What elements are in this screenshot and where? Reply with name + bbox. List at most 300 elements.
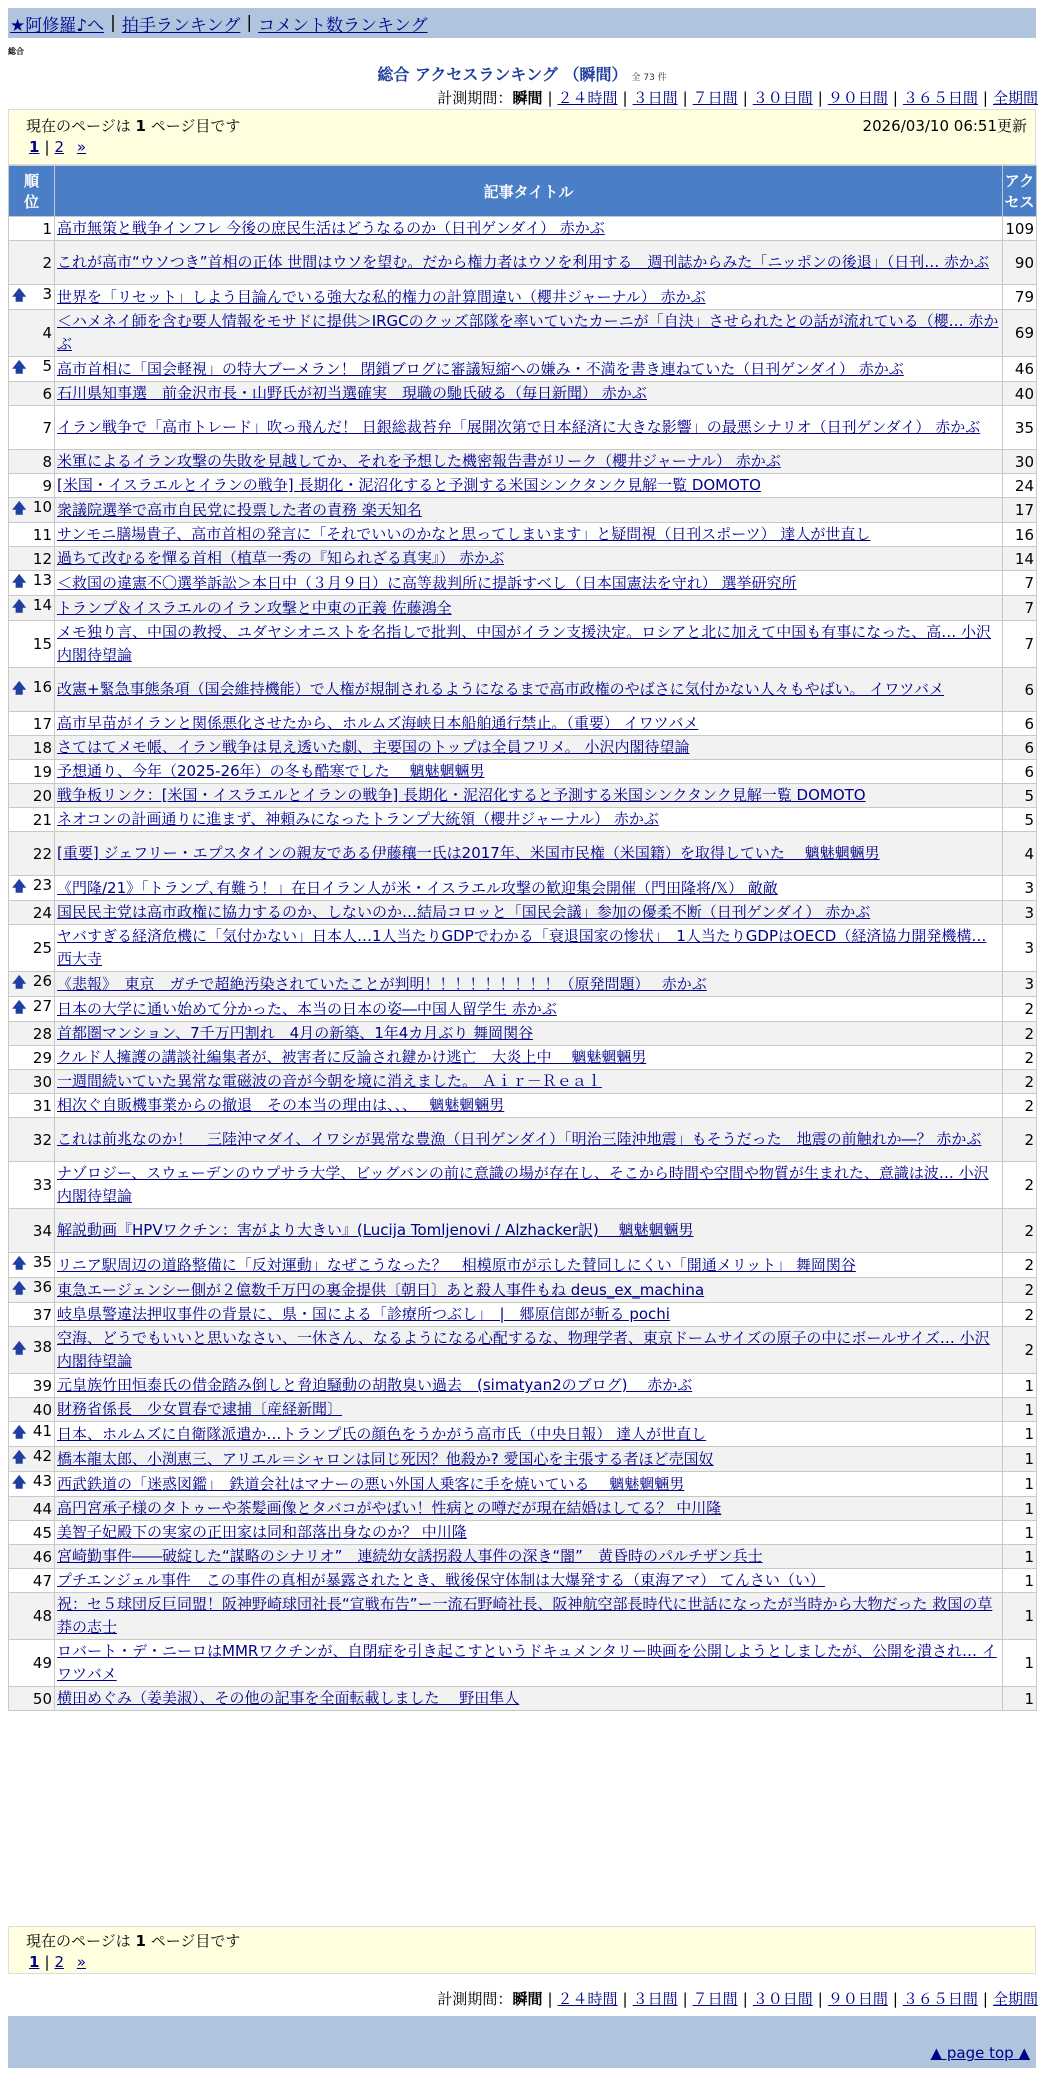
- access-count: 2: [1003, 997, 1037, 1022]
- table-row: [9, 1497, 1037, 1521]
- period-current: 瞬間: [512, 89, 543, 107]
- period-option-link[interactable]: ３日間: [632, 89, 678, 107]
- article-title-link[interactable]: 橋本龍太郎、小渕恵三、アリエル＝シャロンは同じ死因？他殺か? 愛国心を主張する者ほど売国奴: [57, 1449, 714, 1468]
- rank-up-arrow-icon: 🡅: [12, 1475, 27, 1491]
- access-count: 7: [1003, 596, 1037, 621]
- title-cell: [55, 736, 1003, 760]
- rank-number: 44: [32, 1499, 52, 1518]
- page-info-bottom: [8, 1926, 1036, 1974]
- table-row: [9, 1447, 1037, 1472]
- table-header-row: [9, 166, 1037, 217]
- rank-cell: [9, 621, 55, 668]
- article-title-link[interactable]: リニア駅周辺の道路整備に「反対運動」なぜこうなった？ 相模原市が示した賛同しにくい「開通メリット」 舞岡関谷: [57, 1255, 856, 1274]
- rank-cell: [9, 784, 55, 808]
- rank-cell: [9, 474, 55, 498]
- page-title-text: 総合 アクセスランキング （瞬間）: [377, 65, 628, 84]
- rank-number: 38: [32, 1338, 52, 1356]
- comment-ranking-link[interactable]: コメント数ランキング: [258, 15, 428, 36]
- table-row: [9, 1094, 1037, 1118]
- table-row: [9, 1545, 1037, 1569]
- rank-cell: [9, 808, 55, 832]
- pager-separator: |: [44, 138, 50, 156]
- article-title-link[interactable]: ＜救国の違憲不〇選挙訴訟＞本日中（３月９日）に高等裁判所に提訴すべし（日本国憲法を守れ） 選挙研究所: [57, 573, 797, 592]
- table-row: [9, 808, 1037, 832]
- article-title-link[interactable]: 元皇族竹田恒泰氏の借金踏み倒しと脅迫騒動の胡散臭い過去 (simatyan2のブログ) 赤かぶ: [57, 1376, 693, 1394]
- rank-cell: [9, 760, 55, 784]
- title-cell: [55, 1687, 1003, 1711]
- access-count: 46: [1003, 357, 1037, 382]
- rank-cell: [9, 1303, 55, 1327]
- title-cell: [55, 1422, 1003, 1447]
- period-separator: |: [622, 89, 628, 107]
- period-option-link[interactable]: ３０日間: [752, 89, 813, 107]
- article-title-link[interactable]: 岐阜県警違法押収事件の背景に、県・国による「診療所つぶし」 | 郷原信郎が斬る pochi: [57, 1305, 670, 1323]
- access-count: 2: [1003, 1070, 1037, 1094]
- rank-number: 6: [42, 384, 52, 403]
- rank-cell: [9, 972, 55, 997]
- period-separator: |: [742, 89, 748, 107]
- rank-number: 12: [32, 549, 52, 568]
- rank-cell: [9, 1022, 55, 1046]
- rank-number: 16: [32, 677, 52, 696]
- rank-number: 26: [32, 972, 52, 990]
- article-title-link[interactable]: さてはてメモ帳、イラン戦争は見え透いた劇、主要国のトップは全員フリメ。 小沢内閣待望論: [57, 738, 690, 756]
- rank-number: 49: [32, 1654, 52, 1672]
- article-title-link[interactable]: 日本、ホルムズに自衛隊派遣か…トランプ氏の顔色をうかがう高市氏（中央日報） 達人が世直し: [57, 1424, 707, 1443]
- table-row: [9, 1521, 1037, 1545]
- article-title-link[interactable]: ヤバすぎる経済危機に「気付かない」日本人…1人当たりGDPでわかる「衰退国家の惨状」 1人当たりGDPはOECD（経済協力開発機構… 西大寺: [57, 927, 987, 968]
- article-title-link[interactable]: 戦争板リンク：[米国・イスラエルとイランの戦争] 長期化・泥沼化すると予測する米国シンクタンク見解一覧 DOMOTO: [57, 786, 866, 804]
- rank-number: 34: [32, 1221, 52, 1240]
- table-row: [9, 406, 1037, 450]
- article-title-link[interactable]: 高円宮承子様のタトゥーや茶髪画像とタバコがやばい！性病との噂だが現在結婚はしてる？ 中川隆: [57, 1499, 722, 1517]
- period-separator: |: [682, 1990, 688, 2008]
- article-title-link[interactable]: 首都圏マンション、7千万円割れ 4月の新築、1年4カ月ぶり 舞岡関谷: [57, 1024, 534, 1042]
- rank-cell: [9, 1209, 55, 1253]
- table-row: [9, 217, 1037, 241]
- period-option-link[interactable]: ３０日間: [752, 1990, 813, 2008]
- rank-number: 28: [32, 1024, 52, 1043]
- updated-timestamp: 2026/03/10 06:51更新: [862, 117, 1027, 135]
- page-info-prefix: 現在のページは: [26, 1932, 131, 1950]
- table-row: [9, 474, 1037, 498]
- rank-cell: [9, 668, 55, 712]
- rank-cell: [9, 997, 55, 1022]
- access-count: 109: [1003, 217, 1037, 241]
- rank-cell: [9, 832, 55, 876]
- article-title-link[interactable]: 《門隆/21》「トランプ､有難う！」在日イラン人が米・イスラエル攻撃の歓迎集会開催（門田隆将/𝕏） 敵敵: [57, 878, 778, 897]
- title-cell: [55, 241, 1003, 285]
- page-title: [0, 62, 1044, 85]
- rank-up-arrow-icon: 🡅: [12, 879, 27, 895]
- period-separator: |: [817, 89, 823, 107]
- rank-number: 13: [32, 571, 52, 589]
- table-row: [9, 621, 1037, 668]
- access-count: 1: [1003, 1472, 1037, 1497]
- title-cell: [55, 925, 1003, 972]
- current-page-text: [26, 1930, 240, 1951]
- table-row: [9, 310, 1037, 357]
- table-row: [9, 285, 1037, 310]
- column-header-title: 記事タイトル: [55, 166, 1003, 217]
- page-info-suffix: ページ目です: [150, 1932, 241, 1950]
- access-count: 6: [1003, 668, 1037, 712]
- period-option-link[interactable]: ２４時間: [557, 89, 618, 107]
- title-cell: [55, 217, 1003, 241]
- next-page-link[interactable]: »: [76, 138, 87, 156]
- rank-number: 22: [32, 844, 52, 863]
- nav-separator: |: [110, 13, 116, 33]
- article-title-link[interactable]: 祝：セ５球団反巨同盟！阪神野崎球団社長“宣戦布告”ー一流石野崎社長、阪神航空部長時代に世話になったが当時から大物だった 救国の草莽の志士: [57, 1595, 993, 1636]
- article-title-link[interactable]: 過ちて改むるを憚る首相（植草一秀の『知られざる真実』） 赤かぶ: [57, 549, 505, 567]
- access-count: 24: [1003, 474, 1037, 498]
- rank-cell: [9, 498, 55, 523]
- table-row: [9, 1070, 1037, 1094]
- title-cell: [55, 901, 1003, 925]
- table-row: [9, 382, 1037, 406]
- access-count: 1: [1003, 1593, 1037, 1640]
- table-row: [9, 571, 1037, 596]
- article-title-link[interactable]: トランプ＆イスラエルのイラン攻撃と中東の正義 佐藤鴻全: [57, 598, 452, 617]
- article-title-link[interactable]: 高市首相に「国会軽視」の特大ブーメラン！ 閉鎖ブログに審議短縮への嫌み・不満を書き連ねていた（日刊ゲンダイ） 赤かぶ: [57, 359, 904, 378]
- page-info-suffix: ページ目です: [150, 117, 241, 135]
- access-count: 2: [1003, 1118, 1037, 1162]
- title-cell: [55, 382, 1003, 406]
- period-option-link[interactable]: ７日間: [692, 1990, 738, 2008]
- title-cell: [55, 784, 1003, 808]
- page-info-number: 1: [135, 1932, 146, 1950]
- table-row: [9, 547, 1037, 571]
- rank-up-arrow-icon: 🡅: [12, 680, 27, 697]
- title-cell: [55, 1278, 1003, 1303]
- rank-up-arrow-icon: 🡅: [12, 574, 27, 590]
- rank-up-arrow-icon: 🡅: [12, 975, 27, 991]
- table-row: [9, 925, 1037, 972]
- rank-number: 23: [32, 876, 52, 894]
- rank-number: 41: [32, 1422, 52, 1440]
- title-cell: [55, 1162, 1003, 1209]
- period-separator: |: [547, 1990, 553, 2008]
- article-title-link[interactable]: 《悲報》 東京 ガチで超絶汚染されていたことが判明！！！！！！！！！（原発問題） 赤かぶ: [57, 974, 707, 993]
- rank-cell: [9, 1046, 55, 1070]
- rank-number: 24: [32, 903, 52, 922]
- title-cell: [55, 1209, 1003, 1253]
- page-info-top: [8, 109, 1036, 165]
- article-title-link[interactable]: 世界を「リセット」しよう目論んでいる強大な私的権力の計算間違い（櫻井ジャーナル） 赤かぶ: [57, 287, 706, 306]
- page-1-link[interactable]: 1: [29, 138, 40, 156]
- rank-cell: [9, 1094, 55, 1118]
- article-title-link[interactable]: ネオコンの計画通りに進まず、神頼みになったトランプ大統領（櫻井ジャーナル） 赤かぶ: [57, 810, 659, 828]
- article-title-link[interactable]: ロバート・デ・ニーロはMMRワクチンが、自閉症を引き起こすというドキュメンタリー映画を公開しようとしましたが、公開を潰され… イワツバメ: [57, 1642, 997, 1683]
- access-count: 1: [1003, 1545, 1037, 1569]
- rank-up-arrow-icon: 🡅: [12, 1000, 27, 1016]
- access-count: 5: [1003, 808, 1037, 832]
- article-title-link[interactable]: 高市無策と戦争インフレ 今後の庶民生活はどうなるのか（日刊ゲンダイ） 赤かぶ: [57, 219, 605, 237]
- rank-number: 19: [32, 762, 52, 781]
- article-title-link[interactable]: 相次ぐ自販機事業からの撤退 その本当の理由は、、、 魑魅魍魎男: [57, 1096, 505, 1114]
- period-separator: |: [547, 89, 553, 107]
- ranking-table-body: [9, 217, 1037, 1711]
- title-cell: [55, 668, 1003, 712]
- title-cell: [55, 1398, 1003, 1422]
- page-info-prefix: 現在のページは: [26, 117, 131, 135]
- rank-cell: [9, 450, 55, 474]
- rank-number: 36: [32, 1278, 52, 1296]
- title-cell: [55, 808, 1003, 832]
- access-count: 2: [1003, 1303, 1037, 1327]
- rank-number: 30: [32, 1072, 52, 1091]
- rank-up-arrow-icon: 🡅: [12, 288, 27, 304]
- rank-up-arrow-icon: 🡅: [12, 1450, 27, 1466]
- page-2-link[interactable]: 2: [54, 1953, 65, 1971]
- footer-bar: [8, 2016, 1036, 2068]
- current-page-text: [26, 115, 240, 136]
- title-cell: [55, 1497, 1003, 1521]
- period-option-link[interactable]: ３６５日間: [902, 89, 978, 107]
- period-label: 計測期間：: [437, 89, 513, 107]
- period-option-link[interactable]: ９０日間: [827, 89, 888, 107]
- rank-number: 35: [32, 1253, 52, 1271]
- section-label: 総合: [8, 47, 24, 56]
- table-row: [9, 498, 1037, 523]
- title-cell: [55, 760, 1003, 784]
- rank-cell: [9, 241, 55, 285]
- article-title-link[interactable]: ＜ハメネイ師を含む要人情報をモサドに提供＞IRGCのクッズ部隊を率いていたカーニが「自決」させられたとの話が流れている（櫻… 赤かぶ: [57, 312, 999, 353]
- rank-up-arrow-icon: 🡅: [12, 599, 27, 615]
- access-count: 4: [1003, 832, 1037, 876]
- title-cell: [55, 1569, 1003, 1593]
- rank-up-arrow-icon: 🡅: [12, 1256, 27, 1272]
- access-count: 1: [1003, 1521, 1037, 1545]
- article-title-link[interactable]: [米国・イスラエルとイランの戦争] 長期化・泥沼化すると予測する米国シンクタンク見解一覧 DOMOTO: [57, 476, 761, 494]
- ranking-table: [8, 165, 1037, 1711]
- rank-up-arrow-icon: 🡅: [12, 1425, 27, 1441]
- period-option-link[interactable]: 全期間: [992, 89, 1038, 107]
- top-nav-bar: [8, 8, 1036, 38]
- period-option-link[interactable]: ２４時間: [557, 1990, 618, 2008]
- period-option-link[interactable]: 全期間: [992, 1990, 1038, 2008]
- access-count: 30: [1003, 450, 1037, 474]
- rank-cell: [9, 1398, 55, 1422]
- rank-cell: [9, 1327, 55, 1374]
- period-separator: |: [982, 89, 988, 107]
- article-title-link[interactable]: 日本の大学に通い始めて分かった、本当の日本の姿―中国人留学生 赤かぶ: [57, 999, 557, 1018]
- rank-cell: [9, 1253, 55, 1278]
- article-title-link[interactable]: 予想通り、今年（2025-26年）の冬も酷寒でした 魑魅魍魎男: [57, 762, 485, 780]
- article-title-link[interactable]: 衆議院選挙で高市自民党に投票した者の責務 楽天知名: [57, 500, 422, 519]
- rank-cell: [9, 1422, 55, 1447]
- table-row: [9, 1398, 1037, 1422]
- article-title-link[interactable]: これが高市“ウソつき”首相の正体 世間はウソを望む。だから権力者はウソを利用する 週刊誌からみた「ニッポンの後退」（日刊… 赤かぶ: [57, 253, 989, 271]
- rank-cell: [9, 736, 55, 760]
- access-count: 3: [1003, 876, 1037, 901]
- period-option-link[interactable]: ３日間: [632, 1990, 678, 2008]
- rank-cell: [9, 523, 55, 547]
- table-row: [9, 1687, 1037, 1711]
- rank-cell: [9, 1162, 55, 1209]
- rank-number: 32: [32, 1130, 52, 1149]
- table-row: [9, 357, 1037, 382]
- access-count: 2: [1003, 1253, 1037, 1278]
- nav-separator: |: [246, 13, 253, 33]
- clap-ranking-link[interactable]: 拍手ランキング: [121, 15, 241, 36]
- rank-number: 18: [32, 738, 52, 757]
- home-link[interactable]: ★阿修羅♪へ: [10, 15, 105, 36]
- rank-number: 46: [32, 1547, 52, 1566]
- rank-cell: [9, 596, 55, 621]
- title-cell: [55, 1447, 1003, 1472]
- title-cell: [55, 1640, 1003, 1687]
- rank-cell: [9, 1497, 55, 1521]
- title-cell: [55, 450, 1003, 474]
- access-count: 6: [1003, 760, 1037, 784]
- table-row: [9, 668, 1037, 712]
- rank-cell: [9, 712, 55, 736]
- title-cell: [55, 876, 1003, 901]
- rank-cell: [9, 1521, 55, 1545]
- article-title-link[interactable]: ナゾロジー、スウェーデンのウプサラ大学、ビッグバンの前に意識の場が存在し、そこから時間や空間や物質が生まれた、意識は波… 小沢内閣待望論: [57, 1164, 989, 1205]
- page-top-link[interactable]: ▲ page top ▲: [930, 2044, 1030, 2062]
- rank-number: 33: [32, 1176, 52, 1194]
- article-title-link[interactable]: [重要] ジェフリー・エプスタインの親友である伊藤穰一氏は2017年、米国市民権（米国籍）を取得していた 魑魅魍魎男: [57, 844, 880, 862]
- article-title-link[interactable]: サンモニ膳場貴子、高市首相の発言に「それでいいのかなと思ってしまいます」と疑問視（日刊スポーツ） 達人が世直し: [57, 525, 871, 543]
- rank-cell: [9, 285, 55, 310]
- article-title-link[interactable]: 横田めぐみ（姜美淑）、その他の記事を全面転載しました 野田隼人: [57, 1689, 520, 1707]
- rank-number: 4: [42, 324, 52, 342]
- rank-cell: [9, 547, 55, 571]
- period-option-link[interactable]: ９０日間: [827, 1990, 888, 2008]
- rank-number: 45: [32, 1523, 52, 1542]
- article-title-link[interactable]: 一週間続いていた異常な電磁波の音が今朝を境に消えました。 Ａｉｒ－Ｒｅａｌ: [57, 1072, 602, 1090]
- access-count: 1: [1003, 1422, 1037, 1447]
- rank-number: 27: [32, 997, 52, 1015]
- title-cell: [55, 474, 1003, 498]
- title-cell: [55, 972, 1003, 997]
- title-cell: [55, 571, 1003, 596]
- table-row: [9, 1046, 1037, 1070]
- rank-number: 17: [32, 714, 52, 733]
- access-count: 17: [1003, 498, 1037, 523]
- table-row: [9, 1162, 1037, 1209]
- access-count: 6: [1003, 712, 1037, 736]
- table-row: [9, 901, 1037, 925]
- rank-number: 9: [42, 476, 52, 495]
- rank-cell: [9, 1472, 55, 1497]
- title-cell: [55, 621, 1003, 668]
- rank-number: 14: [32, 596, 52, 614]
- access-count: 1: [1003, 1398, 1037, 1422]
- article-title-link[interactable]: これは前兆なのか！ 三陸沖マダイ、イワシが異常な豊漁（日刊ゲンダイ）「明治三陸沖地震」もそうだった 地震の前触れか―？ 赤かぶ: [57, 1130, 982, 1148]
- page-1-link[interactable]: 1: [29, 1953, 40, 1971]
- access-count: 2: [1003, 1209, 1037, 1253]
- table-row: [9, 997, 1037, 1022]
- table-row: [9, 523, 1037, 547]
- article-title-link[interactable]: イラン戦争で「高市トレード」吹っ飛んだ！ 日銀総裁苔弁「展開次第で日本経済に大きな影響」の最悪シナリオ（日刊ゲンダイ） 赤かぶ: [57, 418, 981, 436]
- table-row: [9, 1118, 1037, 1162]
- column-header-access: アクセス: [1003, 166, 1037, 217]
- title-cell: [55, 1094, 1003, 1118]
- article-title-link[interactable]: 高市早苗がイランと関係悪化させたから、ホルムズ海峡日本船舶通行禁止。（重要） イワツバメ: [57, 714, 699, 732]
- pager-bottom: [29, 1953, 86, 1971]
- title-cell: [55, 498, 1003, 523]
- title-cell: [55, 1118, 1003, 1162]
- access-count: 90: [1003, 241, 1037, 285]
- table-row: [9, 1327, 1037, 1374]
- rank-number: 10: [32, 498, 52, 516]
- access-count: 2: [1003, 1046, 1037, 1070]
- rank-cell: [9, 1374, 55, 1398]
- access-count: 2: [1003, 1327, 1037, 1374]
- rank-cell: [9, 382, 55, 406]
- article-title-link[interactable]: 国民民主党は高市政権に協力するのか、しないのか…結局コロッと「国民会議」参加の優柔不断（日刊ゲンダイ） 赤かぶ: [57, 903, 871, 921]
- rank-number: 15: [32, 635, 52, 653]
- title-cell: [55, 1472, 1003, 1497]
- rank-number: 8: [42, 452, 52, 471]
- table-row: [9, 1374, 1037, 1398]
- rank-number: 50: [32, 1689, 52, 1708]
- article-title-link[interactable]: 石川県知事選 前金沢市長・山野氏が初当選確実 現職の馳氏破る（毎日新聞） 赤かぶ: [57, 384, 647, 402]
- article-title-link[interactable]: プチエンジェル事件 この事件の真相が暴露されたとき、戦後保守体制は大爆発する（東海アマ） てんさい（い）: [57, 1571, 825, 1589]
- access-count: 1: [1003, 1374, 1037, 1398]
- title-cell: [55, 997, 1003, 1022]
- table-row: [9, 1640, 1037, 1687]
- article-title-link[interactable]: 空海、どうでもいいと思いなさい、一休さん、なるようになる心配するな、物理学者、東京ドームサイズの原子の中にボールサイズ… 小沢内閣待望論: [57, 1329, 990, 1370]
- title-cell: [55, 285, 1003, 310]
- rank-up-arrow-icon: 🡅: [12, 1341, 27, 1357]
- page-2-link[interactable]: 2: [54, 138, 65, 156]
- article-title-link[interactable]: 米軍によるイラン攻撃の失敗を見越してか、それを予想した機密報告書がリーク（櫻井ジャーナル） 赤かぶ: [57, 452, 781, 470]
- title-cell: [55, 1593, 1003, 1640]
- article-title-link[interactable]: 財務省係長 少女買春で逮捕〔産経新聞〕: [57, 1400, 343, 1418]
- rank-cell: [9, 1687, 55, 1711]
- title-cell: [55, 1521, 1003, 1545]
- rank-number: 5: [42, 357, 52, 375]
- access-count: 5: [1003, 784, 1037, 808]
- table-row: [9, 1472, 1037, 1497]
- access-count: 2: [1003, 1278, 1037, 1303]
- pager-separator: |: [44, 1953, 50, 1971]
- article-title-link[interactable]: 改憲+緊急事態条項（国会維持機能）で人権が規制されるようになるまで高市政権のやばさに気付かない人々もやばい。 イワツバメ: [57, 680, 945, 698]
- rank-number: 2: [42, 253, 52, 272]
- period-selector-top: [437, 87, 1038, 108]
- table-row: [9, 1593, 1037, 1640]
- article-title-link[interactable]: 西武鉄道の「迷惑図鑑」 鉄道会社はマナーの悪い外国人乗客に手を焼いている 魑魅魍魎男: [57, 1474, 685, 1493]
- rank-cell: [9, 901, 55, 925]
- article-title-link[interactable]: メモ独り言、中国の教授、ユダヤシオニストを名指しで批判、中国がイラン支援決定。ロシアと北に加えて中国も有事になった、高… 小沢内閣待望論: [57, 623, 992, 664]
- table-row: [9, 1209, 1037, 1253]
- next-page-link[interactable]: »: [76, 1953, 87, 1971]
- article-title-link[interactable]: 宮崎勤事件――破綻した“謀略のシナリオ” 連続幼女誘拐殺人事件の深き“闇” 黄昏時のパルチザン兵士: [57, 1547, 763, 1565]
- title-cell: [55, 596, 1003, 621]
- article-title-link[interactable]: 解説動画『HPVワクチン：害がより大きい』(Lucija Tomljenovi / Alzhacker訳) 魑魅魍魎男: [57, 1221, 694, 1239]
- rank-number: 31: [32, 1096, 52, 1115]
- article-title-link[interactable]: 東急エージェンシー側が２億数千万円の裏金提供〔朝日〕あと殺人事件もね deus_ex_machina: [57, 1280, 705, 1299]
- rank-number: 1: [42, 219, 52, 238]
- article-title-link[interactable]: 美智子妃殿下の実家の正田家は同和部落出身なのか？ 中川隆: [57, 1523, 467, 1541]
- period-option-link[interactable]: ３６５日間: [902, 1990, 978, 2008]
- rank-number: 20: [32, 786, 52, 805]
- rank-number: 25: [32, 939, 52, 957]
- access-count: 3: [1003, 972, 1037, 997]
- rank-number: 43: [32, 1472, 52, 1490]
- article-title-link[interactable]: クルド人擁護の講談社編集者が、被害者に反論され鍵かけ逃亡 大炎上中 魑魅魍魎男: [57, 1048, 647, 1066]
- title-cell: [55, 1046, 1003, 1070]
- table-row: [9, 1278, 1037, 1303]
- table-row: [9, 736, 1037, 760]
- period-option-link[interactable]: ７日間: [692, 89, 738, 107]
- title-cell: [55, 1070, 1003, 1094]
- rank-number: 39: [32, 1376, 52, 1395]
